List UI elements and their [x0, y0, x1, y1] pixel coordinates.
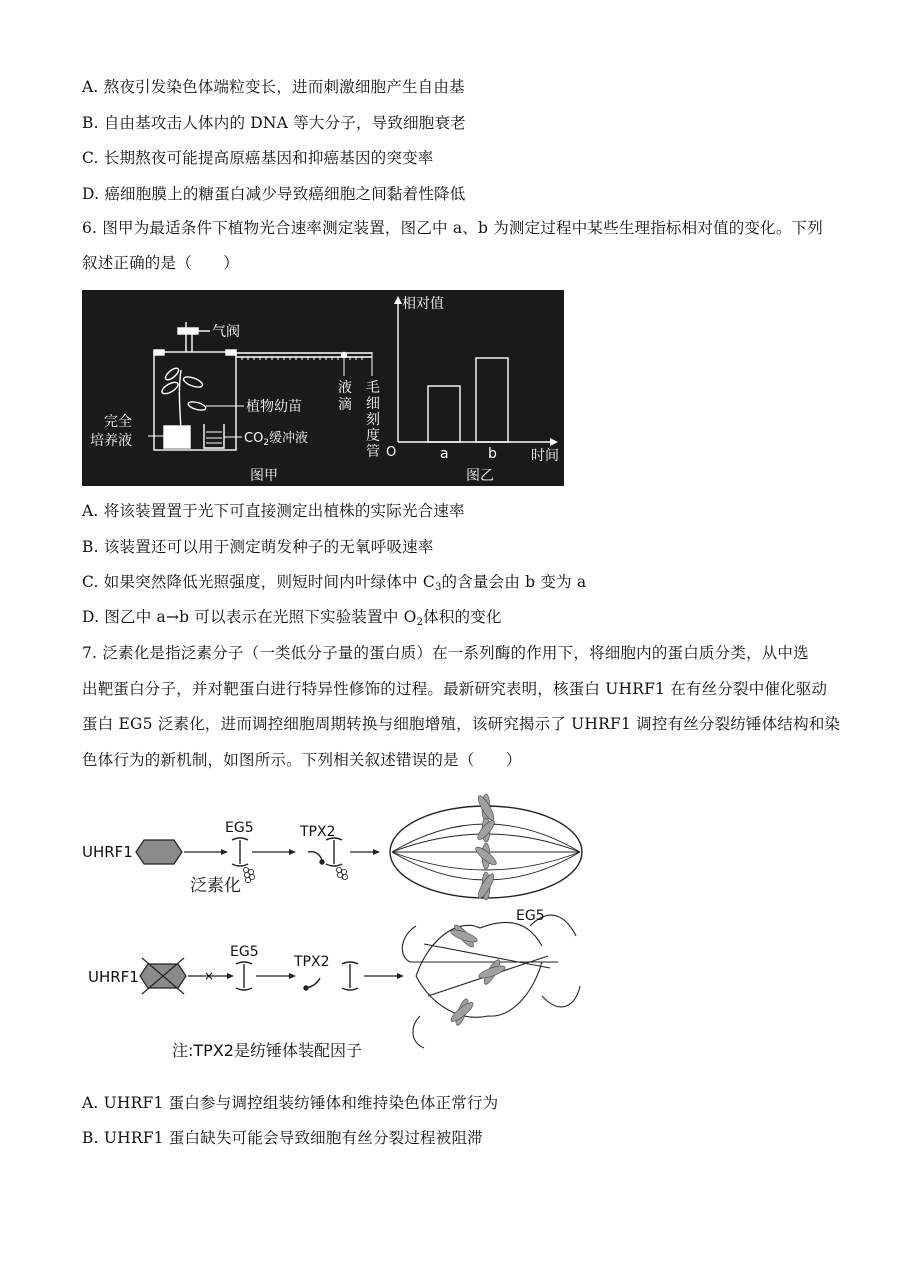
q6-stem-line2: 叙述正确的是（ ）: [82, 254, 240, 272]
q5-option-b: B. 自由基攻击人体内的 DNA 等大分子，导致细胞衰老: [82, 114, 466, 132]
capillary-label-char: 度: [366, 428, 380, 444]
normal-spindle-diagram: [390, 794, 582, 900]
figure-note: 注:TPX2是纺锤体装配因子: [172, 1041, 362, 1060]
ubiquitin-chain-icon: [243, 867, 254, 882]
capillary-label: [366, 380, 380, 460]
arrow-4-head: [227, 973, 234, 979]
arrow-3-head: [373, 849, 380, 855]
lid-left: [154, 350, 164, 355]
tpx2-label-top: TPX2: [300, 824, 336, 840]
q5-option-c: C. 长期熬夜可能提高原癌基因和抑癌基因的突变率: [82, 149, 434, 167]
q6-option-b: B. 该装置还可以用于测定萌发种子的无氧呼吸速率: [82, 538, 434, 556]
eg5-protein-icon-bottom: [236, 962, 252, 990]
capillary-label-char: 毛: [366, 380, 380, 396]
droplet-label: [338, 379, 352, 413]
buffer-label: $CO_2$缓冲液: [244, 431, 309, 448]
q7-option-a: A. UHRF1 蛋白参与调控组装纺锤体和维持染色体正常行为: [82, 1094, 499, 1112]
valve-icon: [178, 328, 198, 334]
plant-stem: [179, 370, 181, 430]
q6-figure: [82, 290, 564, 486]
abnormal-spindle-diagram: [402, 915, 580, 1048]
ubiquitin-chain-icon-2: [336, 867, 347, 879]
buffer-liquid: [206, 432, 222, 443]
caption-yi: 图乙: [466, 468, 494, 484]
q6-stem-line1: 6. 图甲为最适条件下植物光合速率测定装置，图乙中 a、b 为测定过程中某些生理指标相对值的变化。下列: [82, 219, 823, 237]
y-axis-arrow: [394, 296, 402, 304]
q7-figure: [80, 786, 600, 1064]
eg5-label-bottom: EG5: [230, 944, 259, 960]
eg5-spindle-label: EG5: [516, 908, 545, 924]
q7-option-b: B. UHRF1 蛋白缺失可能会导致细胞有丝分裂过程被阻滞: [82, 1129, 483, 1147]
blocked-mark-icon: ×: [204, 969, 215, 983]
bar-chart: [386, 295, 559, 464]
liquid-droplet: [342, 353, 347, 358]
q7-stem-line4: 色体行为的新机制，如图所示。下列相关叙述错误的是（ ）: [82, 751, 522, 769]
tpx2-protein-icon-top: [308, 838, 342, 866]
eg5-label-top: EG5: [225, 820, 254, 836]
eg5-protein-icon-top: [232, 838, 248, 866]
q7-stem-line1: 7. 泛素化是指泛素分子（一类低分子量的蛋白质）在一系列酶的作用下，将细胞内的蛋白质分类，从中选: [82, 644, 809, 662]
droplet-label-char: 液: [338, 380, 352, 396]
origin-label: O: [386, 445, 397, 460]
q5-option-d: D. 癌细胞膜上的糖蛋白减少导致癌细胞之间黏着性降低: [82, 185, 466, 203]
culture-label-1: 完全: [104, 414, 132, 430]
plant-leaf-3: [164, 366, 181, 382]
q6-figure-svg: [82, 290, 564, 486]
buffer-beaker: [204, 424, 224, 448]
uhrf1-label-top: UHRF1: [82, 843, 133, 861]
valve-label: 气阀: [212, 324, 240, 340]
arrow-6-head: [397, 973, 404, 979]
plant-leaf-4: [187, 400, 206, 411]
lid-right: [226, 350, 236, 355]
capillary-label-char: 管: [366, 444, 380, 460]
caption-jia: 图甲: [250, 468, 278, 484]
x-axis-label: 时间: [531, 448, 559, 464]
q7-figure-svg: [80, 786, 600, 1064]
ubiquitination-label: 泛素化: [190, 876, 241, 896]
capillary-label-char: 细: [366, 396, 380, 412]
seedling-label: 植物幼苗: [246, 399, 302, 415]
q7-stem-line3: 蛋白 EG5 泛素化，进而调控细胞周期转换与细胞增殖，该研究揭示了 UHRF1 调控有丝分裂纺锤体结构和染: [82, 715, 841, 733]
x-axis-arrow: [550, 438, 558, 446]
y-axis-label: 相对值: [402, 296, 444, 312]
x-tick-label-b: b: [488, 446, 497, 462]
tpx2-label-bottom: TPX2: [294, 954, 330, 970]
arrow-1-head: [221, 849, 228, 855]
abnormal-chromosomes: [449, 923, 507, 1027]
bar-b: [476, 358, 508, 442]
q7-stem-line2: 出靶蛋白分子，并对靶蛋白进行特异性修饰的过程。最新研究表明，核蛋白 UHRF1 在有丝分裂中催化驱动: [82, 680, 828, 698]
bar-a: [428, 386, 460, 442]
plant-leaf-1: [160, 380, 180, 396]
q5-option-a: A. 熬夜引发染色体端粒变长，进而刺激细胞产生自由基: [82, 78, 465, 96]
uhrf1-label-bottom: UHRF1: [88, 968, 139, 986]
arrow-2-head: [289, 849, 296, 855]
x-tick-label-a: a: [440, 446, 449, 462]
droplet-label-char: 滴: [338, 397, 352, 413]
uhrf1-protein-icon: [136, 840, 182, 864]
plant-leaf-2: [182, 375, 204, 389]
q6-option-a: A. 将该装置置于光下可直接测定出植株的实际光合速率: [82, 502, 465, 520]
arrow-5-head: [289, 973, 296, 979]
q6-option-d: D. 图乙中 a→b 可以表示在光照下实验装置中 $O_2$体积的变化: [82, 608, 502, 628]
culture-label-2: 培养液: [90, 433, 132, 449]
culture-beaker: [164, 426, 190, 448]
capillary-label-char: 刻: [366, 412, 380, 428]
q6-option-c: C. 如果突然降低光照强度，则短时间内叶绿体中 $C_3$的含量会由 b 变为 a: [82, 573, 587, 593]
